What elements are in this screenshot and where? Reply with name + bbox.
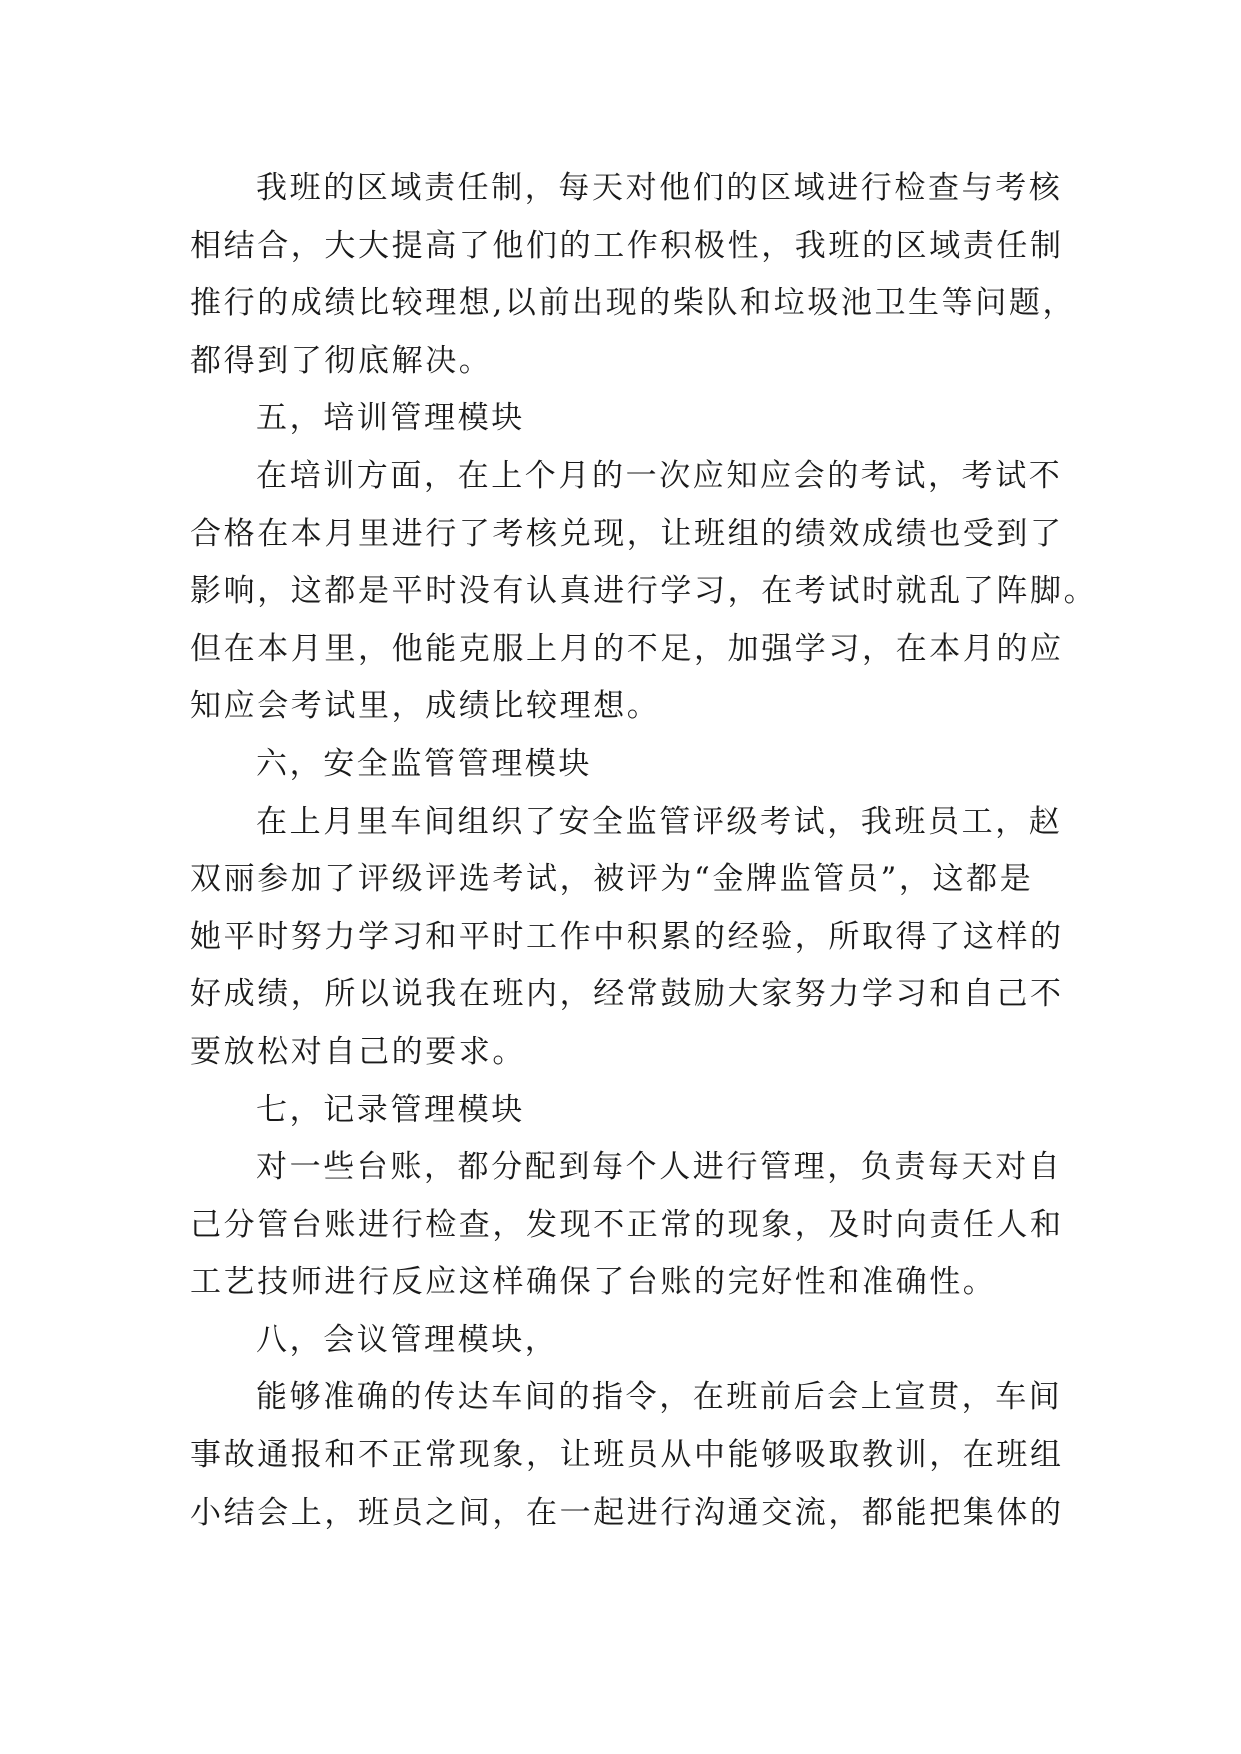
- text-line: 但在本月里，他能克服上月的不足，加强学习，在本月的应: [190, 630, 1064, 667]
- text-line: 在培训方面，在上个月的一次应知应会的考试，考试不: [256, 457, 1063, 494]
- text-line: 相结合，大大提高了他们的工作积极性，我班的区域责任制: [190, 227, 1064, 264]
- section-heading-5: 五，培训管理模块: [256, 400, 525, 437]
- text-line: 我班的区域责任制，每天对他们的区域进行检查与考核: [256, 170, 1063, 206]
- text-line: 双丽参加了评级评选考试，被评为“金牌监管员”，这都是: [190, 861, 1034, 898]
- text-line: 合格在本月里进行了考核兑现，让班组的绩效成绩也受到了: [190, 515, 1064, 552]
- text-line: 要放松对自己的要求。: [190, 1033, 526, 1070]
- text-line: 对一些台账，都分配到每个人进行管理，负责每天对自: [256, 1149, 1063, 1186]
- text-line: 在上月里车间组织了安全监管评级考试，我班员工，赵: [256, 803, 1063, 840]
- section-heading-7: 七，记录管理模块: [256, 1091, 525, 1128]
- text-line: 推行的成绩比较理想,以前出现的柴队和垃圾池卫生等问题，: [190, 285, 1077, 322]
- text-line: 她平时努力学习和平时工作中积累的经验，所取得了这样的: [190, 918, 1064, 955]
- text-line: 好成绩，所以说我在班内，经常鼓励大家努力学习和自己不: [190, 976, 1064, 1013]
- text-line: 己分管台账进行检查，发现不正常的现象，及时向责任人和: [190, 1206, 1064, 1243]
- section-heading-6: 六，安全监管管理模块: [256, 745, 592, 782]
- text-line: 知应会考试里，成绩比较理想。: [190, 688, 661, 725]
- text-line: 能够准确的传达车间的指令，在班前后会上宣贯，车间: [256, 1379, 1063, 1416]
- text-line: 事故通报和不正常现象，让班员从中能够吸取教训，在班组: [190, 1437, 1064, 1474]
- text-line: 工艺技师进行反应这样确保了台账的完好性和准确性。: [190, 1264, 997, 1301]
- document-body: [190, 160, 1098, 1542]
- text-line: 小结会上，班员之间，在一起进行沟通交流，都能把集体的: [190, 1494, 1064, 1531]
- text-line: 都得到了彻底解决。: [190, 342, 493, 379]
- section-heading-8: 八，会议管理模块，: [256, 1321, 559, 1358]
- text-line: 影响，这都是平时没有认真进行学习，在考试时就乱了阵脚。: [190, 573, 1098, 610]
